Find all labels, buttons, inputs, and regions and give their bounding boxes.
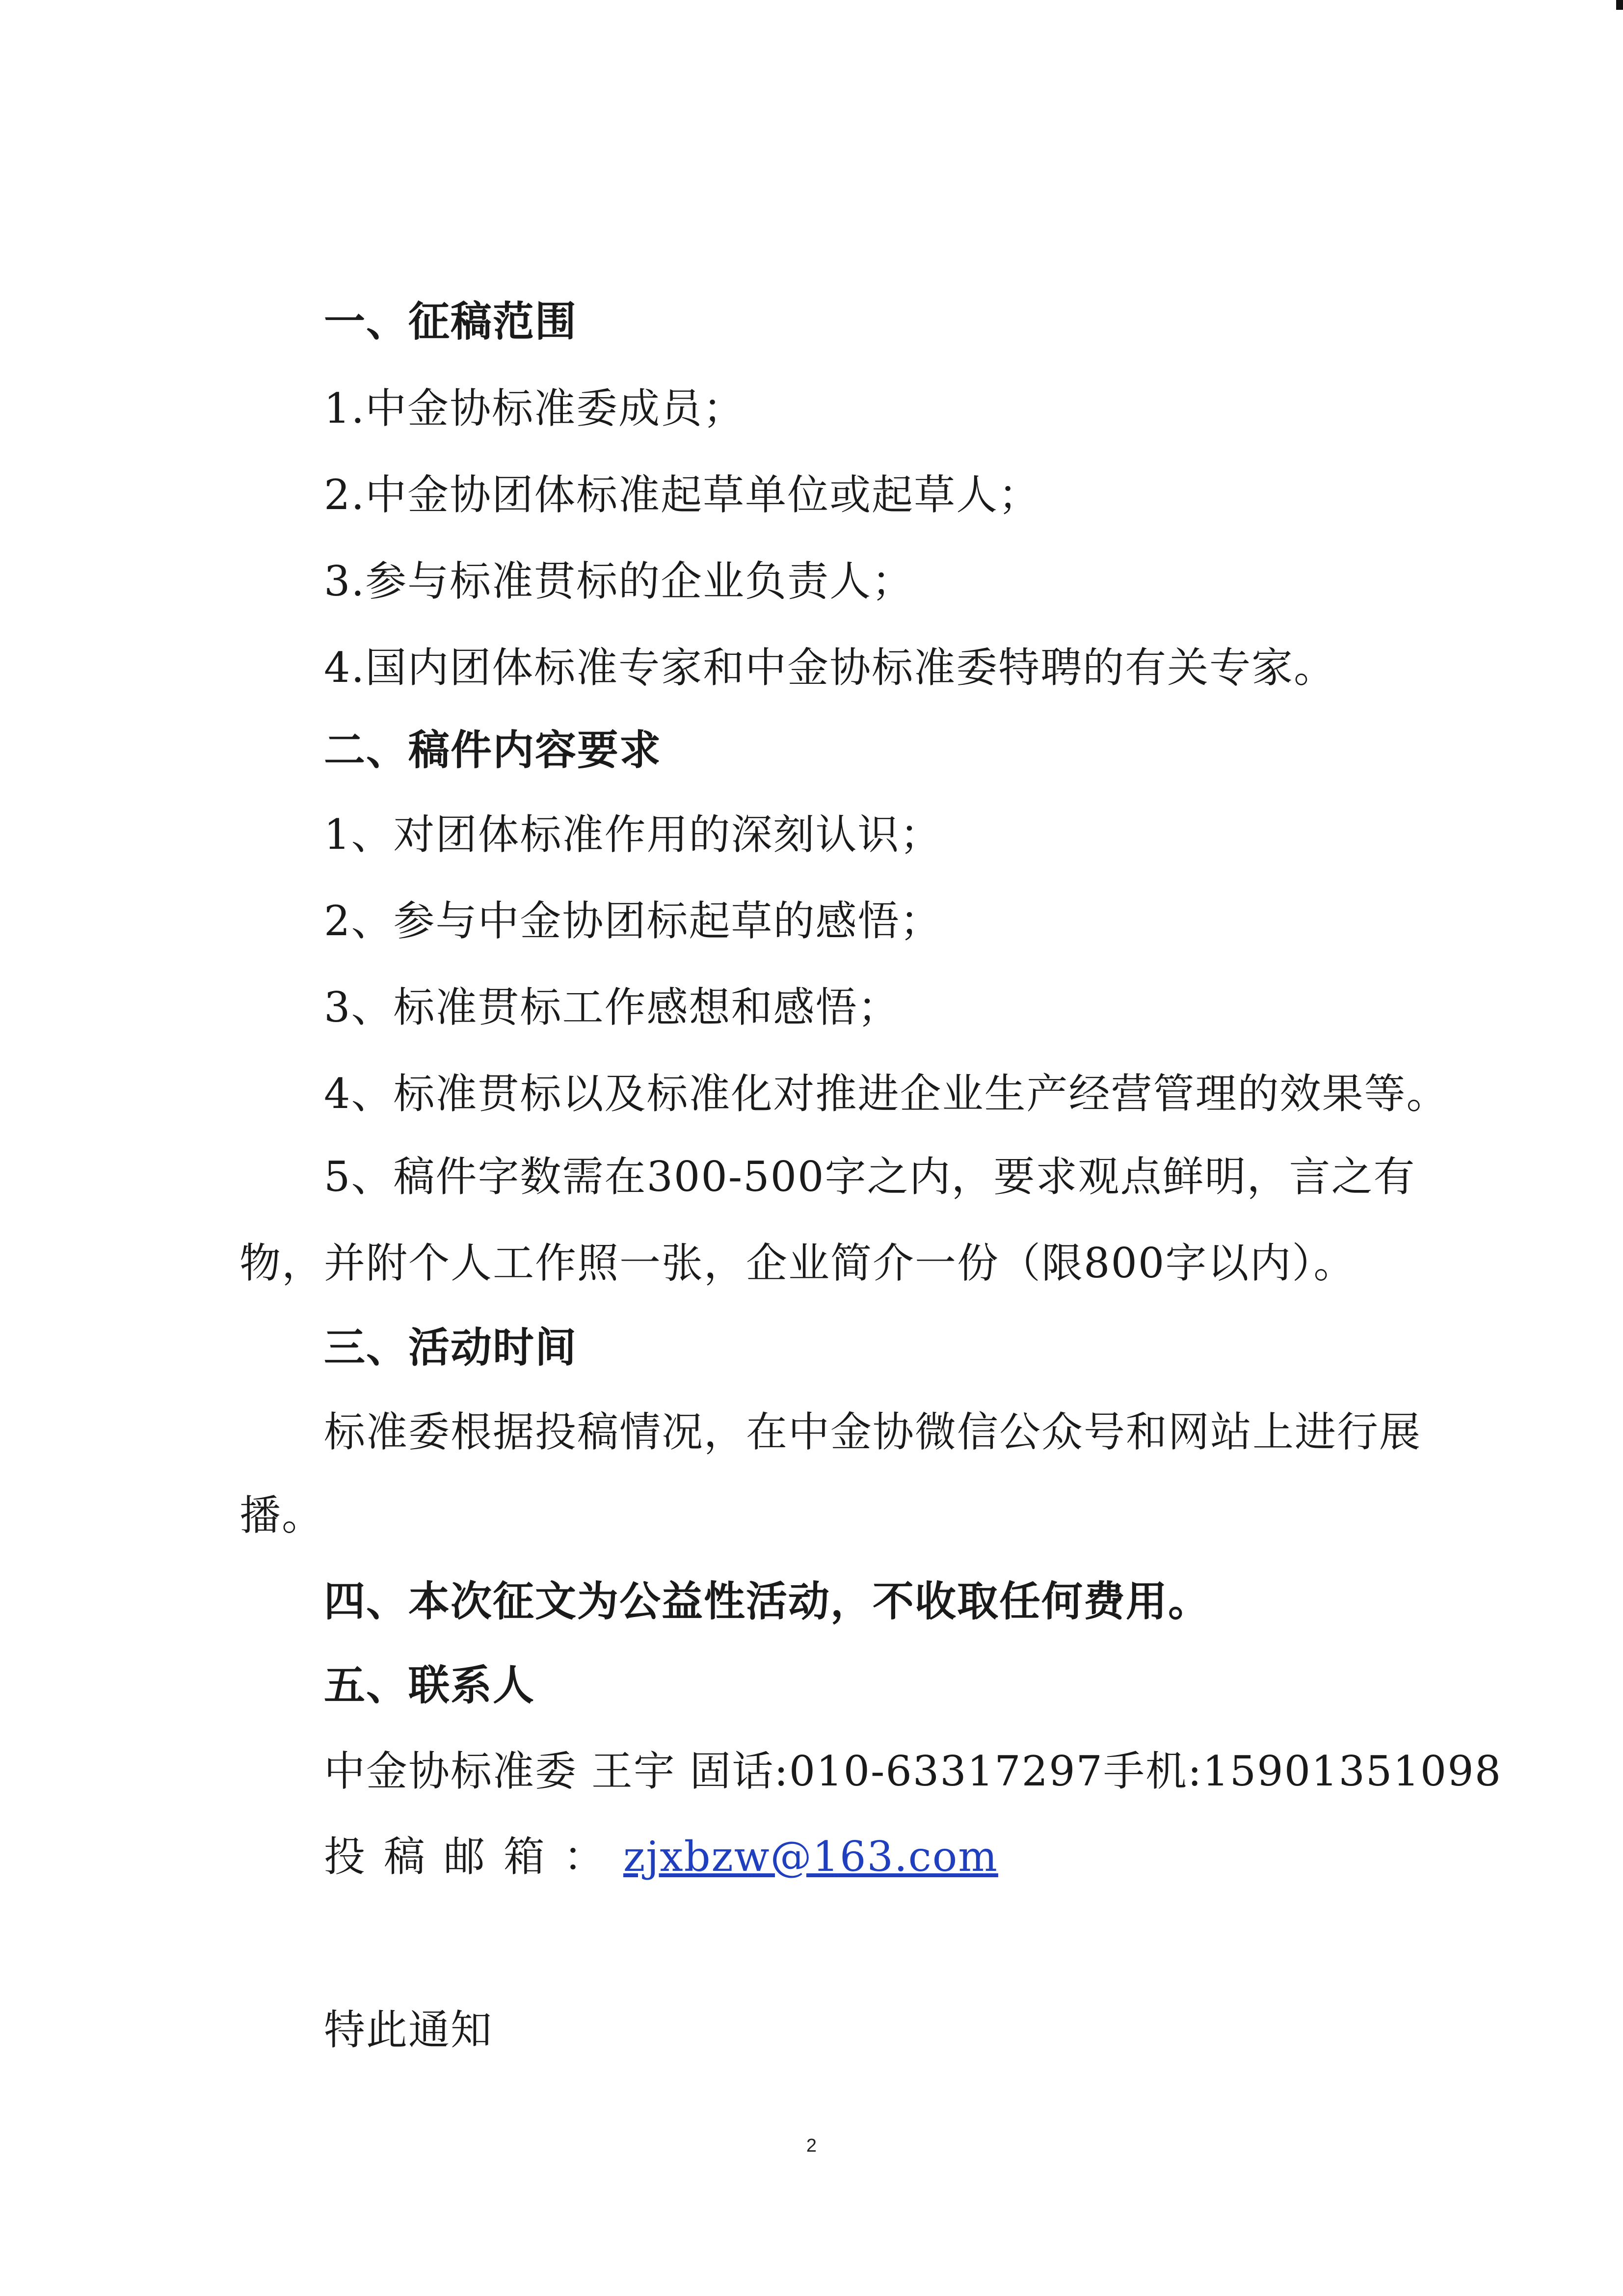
- email-link[interactable]: zjxbzw@163.com: [623, 1833, 998, 1881]
- section-2-item: 2、参与中金协团标起草的感悟；: [324, 897, 942, 945]
- closing-text: 特此通知: [324, 2006, 493, 2054]
- section-2-item: 1、对团体标准作用的深刻认识；: [324, 810, 942, 859]
- section-1-item: 1.中金协标准委成员；: [324, 384, 745, 432]
- section-3-text: 标准委根据投稿情况，在中金协微信公众号和网站上进行展: [324, 1408, 1422, 1456]
- section-2-item-continued: 物，并附个人工作照一张，企业简介一份（限800字以内）。: [239, 1239, 1356, 1287]
- page-number: 2: [806, 2135, 817, 2156]
- section-1-item: 3.参与标准贯标的企业负责人；: [324, 557, 914, 605]
- section-3-heading: 三、活动时间: [324, 1323, 578, 1372]
- section-1-item: 2.中金协团体标准起草单位或起草人；: [324, 471, 1041, 519]
- contact-info: 中金协标准委 王宇 固话:010-63317297手机:15901351098: [324, 1747, 1502, 1795]
- section-2-heading: 二、稿件内容要求: [324, 726, 662, 774]
- section-4-heading: 四、本次征文为公益性活动，不收取任何费用。: [324, 1577, 1211, 1625]
- section-2-item: 4、标准贯标以及标准化对推进企业生产经营管理的效果等。: [324, 1070, 1449, 1118]
- scan-edge-mark: [1616, 0, 1623, 10]
- section-3-text-continued: 播。: [239, 1491, 324, 1540]
- section-1-item: 4.国内团体标准专家和中金协标准委特聘的有关专家。: [324, 644, 1336, 692]
- section-5-heading: 五、联系人: [324, 1661, 535, 1709]
- section-2-item: 3、标准贯标工作感想和感悟；: [324, 983, 900, 1031]
- email-line: [324, 1830, 998, 1884]
- email-label: 投稿邮箱：: [324, 1833, 624, 1881]
- section-1-heading: 一、征稿范围: [324, 297, 578, 346]
- section-2-item: 5、稿件字数需在300-500字之内，要求观点鲜明，言之有: [324, 1153, 1416, 1201]
